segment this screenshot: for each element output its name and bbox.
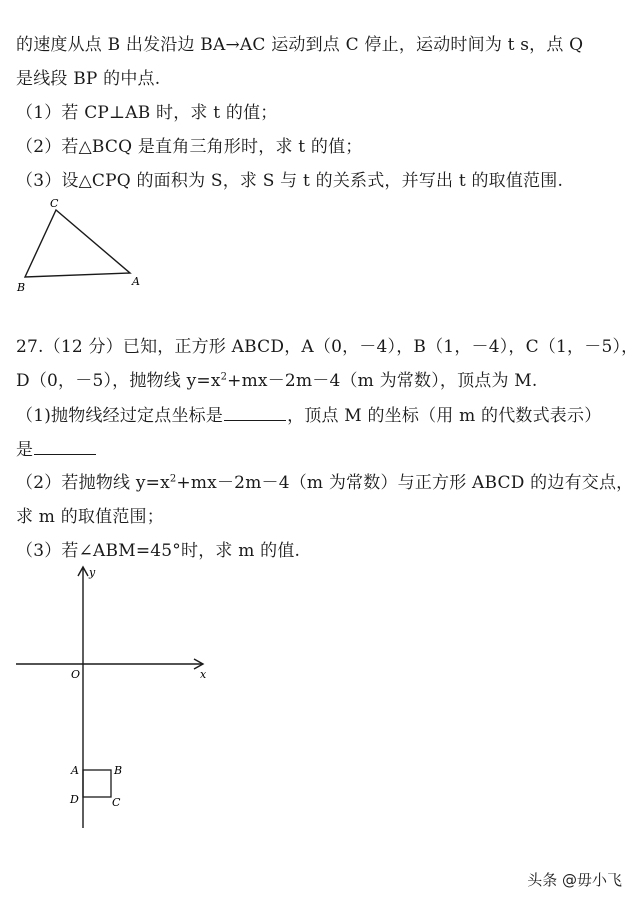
problem27-question-1-line1 xyxy=(16,404,601,427)
triangle-label-b: B xyxy=(17,281,26,294)
answer-blank-vertex[interactable] xyxy=(34,438,96,455)
problem27-q1-part-c: 是 xyxy=(16,440,34,460)
square-label-b: B xyxy=(114,764,123,777)
y-axis-label: y xyxy=(89,566,96,579)
problem27-statement-line1: 27.（12 分）已知，正方形 ABCD，A（0，－4），B（1，－4），C（1，－5）， xyxy=(16,337,639,357)
triangle-label-a: A xyxy=(132,275,140,288)
origin-label: O xyxy=(71,668,81,681)
problem27-q2-part-b: +mx－2m－4（m 为常数）与正方形 ABCD 的边有交点， xyxy=(176,473,634,493)
square-label-a: A xyxy=(71,764,79,777)
problem27-line2-part-b: +mx－2m－4（m 为常数），顶点为 M. xyxy=(227,371,538,391)
problem26-text-line2: 是线段 BP 的中点. xyxy=(16,69,161,89)
problem27-q1-part-b: ，顶点 M 的坐标（用 m 的代数式表示） xyxy=(287,406,602,426)
problem26-question-3: （3）设△CPQ 的面积为 S，求 S 与 t 的关系式，并写出 t 的取值范围. xyxy=(16,171,564,191)
problem27-line2-exponent: 2 xyxy=(220,371,228,383)
x-axis-label: x xyxy=(200,668,207,681)
problem27-question-3: （3）若∠ABM=45°时，求 m 的值. xyxy=(16,541,301,561)
coordinate-figure xyxy=(0,560,230,835)
problem27-q1-part-a: （1)抛物线经过定点坐标是 xyxy=(16,406,224,426)
triangle-figure xyxy=(0,195,160,300)
problem26-text-line1: 的速度从点 B 出发沿边 BA→AC 运动到点 C 停止，运动时间为 t s，点 Q xyxy=(16,35,584,55)
problem27-question-2-line1 xyxy=(16,472,633,494)
problem26-question-1: （1）若 CP⊥AB 时，求 t 的值； xyxy=(16,103,278,123)
square-label-c: C xyxy=(112,796,121,809)
problem27-question-2-line2: 求 m 的取值范围； xyxy=(16,507,164,527)
square-label-d: D xyxy=(70,793,79,806)
problem27-statement-line2 xyxy=(16,370,538,392)
problem27-q2-exponent: 2 xyxy=(169,473,177,485)
answer-blank-fixed-point[interactable] xyxy=(224,404,286,421)
triangle-abc xyxy=(25,210,130,277)
problem27-question-1-line2 xyxy=(16,438,97,461)
watermark: 头条 @毋小飞 xyxy=(527,871,622,889)
problem26-question-2: （2）若△BCQ 是直角三角形时，求 t 的值； xyxy=(16,137,363,157)
square-abcd xyxy=(83,770,111,797)
problem27-q2-part-a: （2）若抛物线 y=x xyxy=(16,473,170,493)
problem27-line2-part-a: D（0，－5），抛物线 y=x xyxy=(16,371,221,391)
triangle-label-c: C xyxy=(50,197,59,210)
